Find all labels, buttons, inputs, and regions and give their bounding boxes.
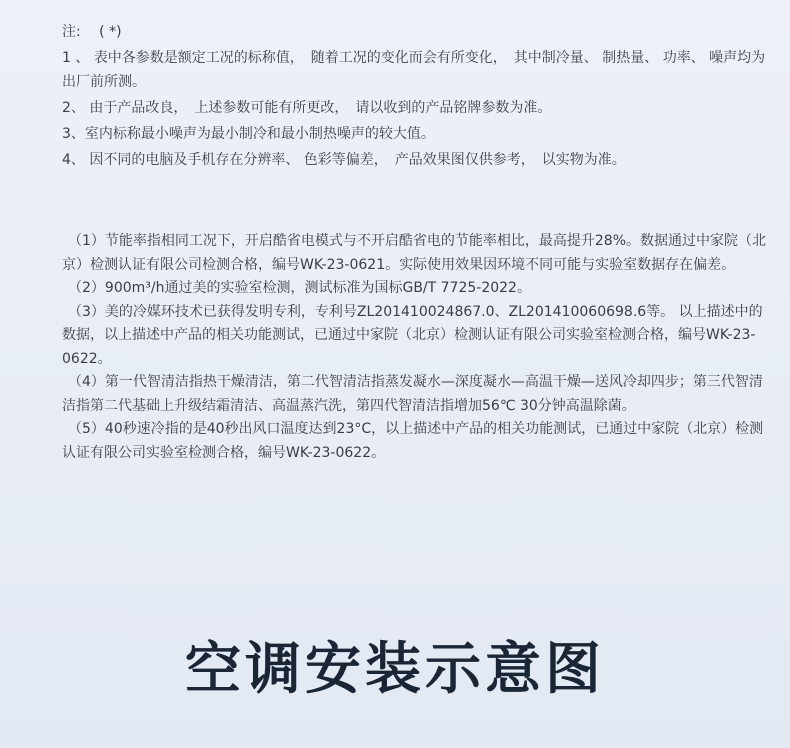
footnote-4: （4）第一代智清洁指热干燥清洁，第二代智清洁指蒸发凝水—深度凝水—高温干燥—送风冷却四步；第三代智清洁指第二代基础上升级结霜清洁、高温蒸汽洗，第四代智清洁指增加56℃ 30分钟高温除菌。 <box>62 374 763 414</box>
section-title: 空调安装示意图 <box>185 637 605 702</box>
note-item-1: 1 、 表中各参数是额定工况的标称值， 随着工况的变化而会有所变化， 其中制冷量、 制热量、 功率、 噪声均为出厂前所测。 <box>62 50 766 90</box>
footnote-1: （1）节能率指相同工况下，开启酷省电模式与不开启酷省电的节能率相比，最高提升28%。数据通过中家院（北京）检测认证有限公司检测合格，编号WK-23-0621。实际使用效果因环境不同可能与实验室数据存在偏差。 <box>62 233 767 273</box>
notes-heading: 注: ( *) <box>62 24 122 40</box>
notes-section <box>62 20 772 174</box>
note-item-4: 4、 因不同的电脑及手机存在分辨率、 色彩等偏差， 产品效果图仅供参考， 以实物为准。 <box>62 152 626 168</box>
footnote-5: （5）40秒速冷指的是40秒出风口温度达到23°C，以上描述中产品的相关功能测试，已通过中家院（北京）检测认证有限公司实验室检测合格，编号WK-23-0622。 <box>62 421 764 461</box>
footnotes-section <box>62 230 774 465</box>
footnote-3: （3）美的冷媒环技术已获得发明专利，专利号ZL201410024867.0、ZL201410060698.6等。 以上描述中的数据，以上描述中产品的相关功能测试，已通过中家院（北京）检测认证有限公司实验室检测合格，编号WK-23-0622。 <box>62 303 763 367</box>
footnote-2: （2）900m³/h通过美的实验室检测，测试标准为国标GB/T 7725-2022。 <box>68 280 531 296</box>
note-item-2: 2、 由于产品改良， 上述参数可能有所更改， 请以收到的产品铭牌参数为准。 <box>62 100 552 116</box>
note-item-3: 3、室内标称最小噪声为最小制冷和最小制热噪声的较大值。 <box>62 126 435 142</box>
